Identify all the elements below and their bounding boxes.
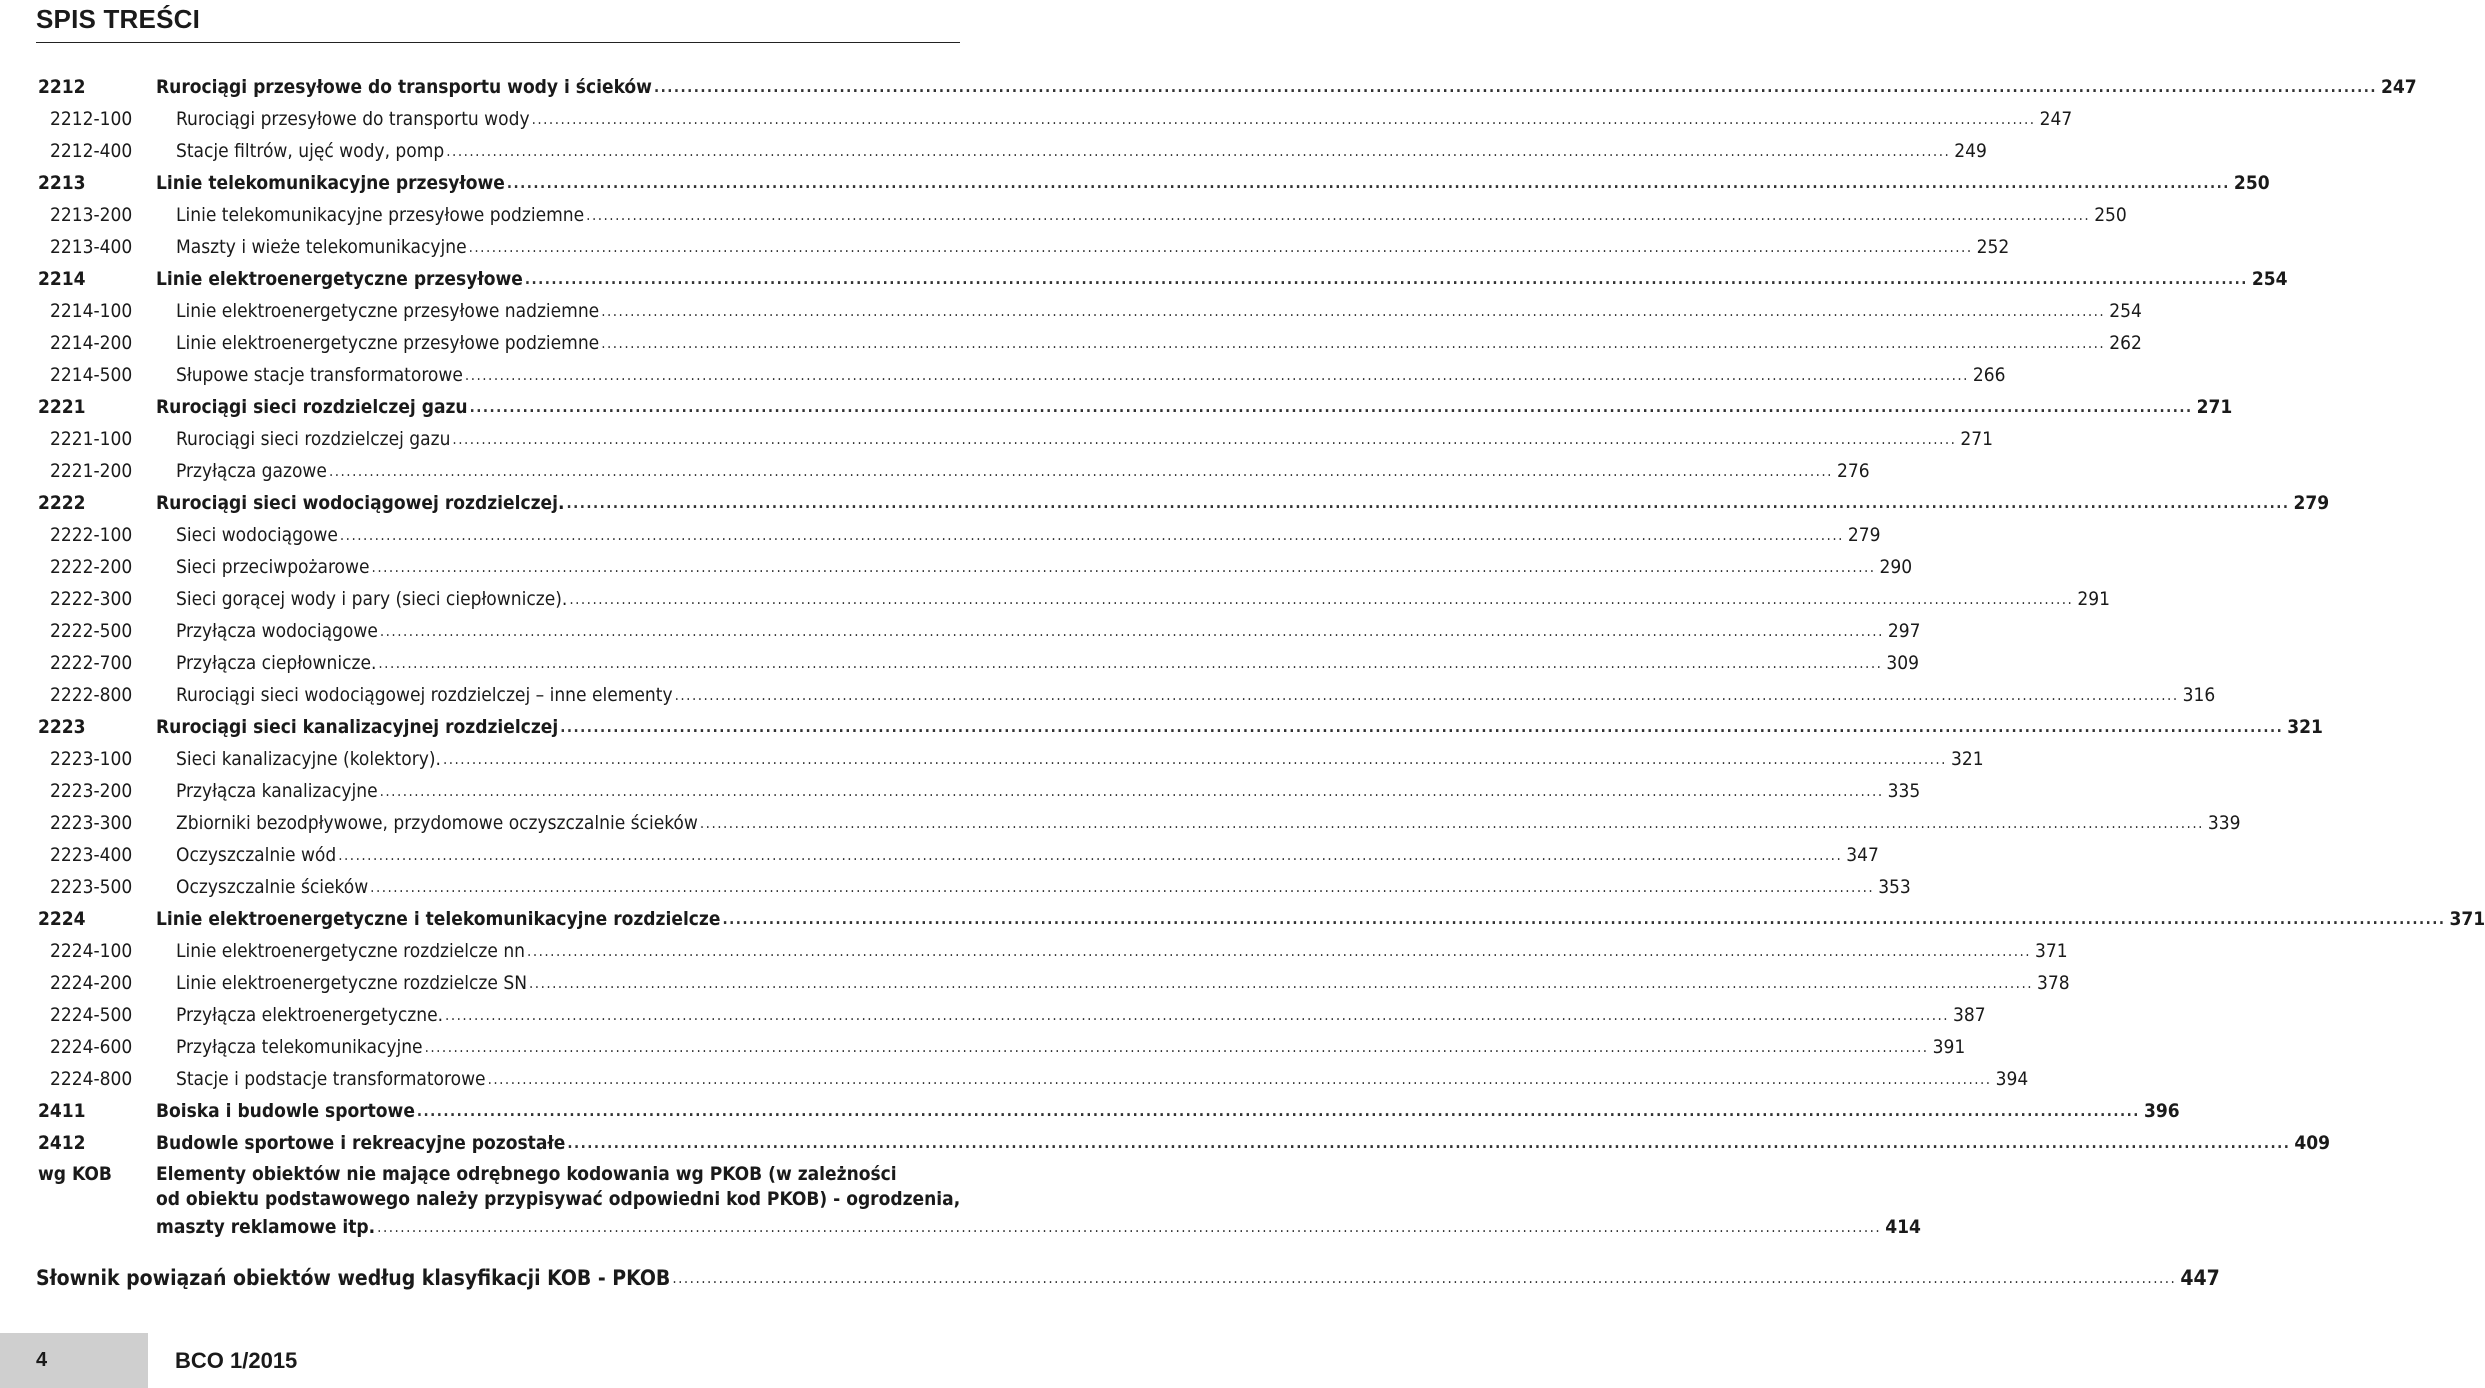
dot-leader: ....................................................................................................................................................................................................................................................................	[452, 430, 1957, 448]
toc-page-number: 250	[2094, 204, 2127, 226]
toc-title: Słupowe stacje transformatorowe	[176, 364, 463, 386]
toc-title: Linie elektroenergetyczne przesyłowe nadziemne	[176, 300, 600, 322]
toc-subsection-row[interactable]	[0, 135, 1987, 167]
table-of-contents	[0, 71, 2485, 1241]
toc-subsection-row[interactable]	[0, 1063, 2029, 1095]
toc-subsection-row[interactable]	[0, 999, 1986, 1031]
toc-title: Linie elektroenergetyczne rozdzielcze nn	[176, 940, 526, 962]
toc-subsection-row[interactable]	[0, 1031, 1966, 1063]
dot-leader: ....................................................................................................................................................................................................................................................................	[531, 110, 2036, 128]
toc-subsection-row[interactable]	[0, 199, 2127, 231]
toc-entry-line	[156, 71, 2417, 103]
toc-code: 2224-600	[50, 1036, 133, 1058]
toc-title: Przyłącza telekomunikacyjne	[176, 1036, 423, 1058]
dot-leader: ....................................................................................................................................................................................................................................................................	[469, 398, 2193, 416]
toc-subsection-row[interactable]	[0, 935, 2068, 967]
dot-leader: ....................................................................................................................................................................................................................................................................	[566, 494, 2290, 512]
toc-title: Linie elektroenergetyczne rozdzielcze SN	[176, 972, 527, 994]
toc-code: 2212-400	[50, 140, 133, 162]
toc-entry-line	[176, 103, 2073, 135]
toc-title: Linie elektroenergetyczne przesyłowe	[156, 268, 523, 290]
toc-page-number: 271	[1960, 428, 1994, 450]
toc-section-row[interactable]	[0, 71, 2417, 103]
toc-page-number: 396	[2143, 1100, 2180, 1122]
toc-page-number: 335	[1887, 780, 1921, 802]
toc-kob-row[interactable]	[0, 1159, 1921, 1241]
toc-code: 2224	[38, 908, 86, 930]
toc-page-number: 378	[2037, 972, 2070, 994]
toc-title: Budowle sportowe i rekreacyjne pozostałe	[156, 1132, 566, 1154]
toc-code: 2214	[38, 268, 86, 290]
dot-leader: ....................................................................................................................................................................................................................................................................	[601, 302, 2106, 320]
toc-code: 2224-100	[50, 940, 133, 962]
toc-entry-line	[156, 1212, 1921, 1242]
toc-entry-line	[176, 135, 1987, 167]
toc-title: Rurociągi przesyłowe do transportu wody i ścieków	[156, 76, 652, 98]
toc-entry-line	[156, 1127, 2331, 1159]
dot-leader: ....................................................................................................................................................................................................................................................................	[674, 686, 2179, 704]
toc-title-line: od obiektu podstawowego należy przypisywać odpowiedni kod PKOB) - ogrodzenia,	[156, 1188, 961, 1210]
toc-subsection-row[interactable]	[0, 807, 2241, 839]
toc-subsection-row[interactable]	[0, 423, 1994, 455]
toc-entry-line	[176, 615, 1921, 647]
toc-code: 2222	[38, 492, 86, 514]
toc-code: 2223-500	[50, 876, 133, 898]
dot-leader: ....................................................................................................................................................................................................................................................................	[567, 1134, 2291, 1152]
dot-leader: ....................................................................................................................................................................................................................................................................	[527, 942, 2032, 960]
toc-entry-line	[176, 519, 1881, 551]
toc-title: Linie telekomunikacyjne przesyłowe	[156, 172, 505, 194]
toc-code: wg KOB	[38, 1163, 112, 1185]
toc-code: 2222-100	[50, 524, 133, 546]
dot-leader: ....................................................................................................................................................................................................................................................................	[487, 1070, 1992, 1088]
toc-title: Przyłącza elektroenergetyczne.	[176, 1004, 444, 1026]
dot-leader: ....................................................................................................................................................................................................................................................................	[468, 238, 1973, 256]
dot-leader: ....................................................................................................................................................................................................................................................................	[377, 1218, 1882, 1236]
toc-section-row[interactable]	[0, 487, 2330, 519]
toc-title: Boiska i budowle sportowe	[156, 1100, 415, 1122]
toc-page-number: 409	[2294, 1132, 2331, 1154]
toc-page-number: 339	[2207, 812, 2241, 834]
toc-page-number: 371	[2449, 908, 2485, 930]
toc-page-number: 353	[1878, 876, 1911, 898]
toc-page-number: 252	[1976, 236, 2010, 258]
toc-page-number: 309	[1886, 652, 1920, 674]
toc-title: Rurociągi sieci wodociągowej rozdzielczej.	[156, 492, 565, 514]
toc-page-number: 316	[2182, 684, 2216, 706]
toc-code: 2213-400	[50, 236, 133, 258]
toc-title: Sieci kanalizacyjne (kolektory).	[176, 748, 441, 770]
dot-leader: ....................................................................................................................................................................................................................................................................	[442, 750, 1947, 768]
publication-label: BCO 1/2015	[175, 1348, 298, 1373]
toc-code: 2214-500	[50, 364, 133, 386]
toc-title: Oczyszczalnie wód	[176, 844, 337, 866]
toc-entry-line	[176, 359, 2006, 391]
toc-title: Przyłącza kanalizacyjne	[176, 780, 378, 802]
toc-title: Stacje i podstacje transformatorowe	[176, 1068, 486, 1090]
toc-code: 2222-500	[50, 620, 133, 642]
toc-page-number: 247	[2039, 108, 2073, 130]
toc-title: Rurociągi sieci kanalizacyjnej rozdzielczej	[156, 716, 559, 738]
dot-leader: ....................................................................................................................................................................................................................................................................	[371, 558, 1876, 576]
toc-code: 2222-300	[50, 588, 133, 610]
toc-title: Linie telekomunikacyjne przesyłowe podziemne	[176, 204, 585, 226]
toc-page-number: 297	[1887, 620, 1921, 642]
toc-entry-line	[156, 391, 2233, 423]
dot-leader: ....................................................................................................................................................................................................................................................................	[379, 782, 1884, 800]
toc-entry-line	[176, 1063, 2029, 1095]
toc-code: 2221-200	[50, 460, 133, 482]
toc-code: 2411	[38, 1100, 86, 1122]
toc-entry-line	[176, 743, 1984, 775]
toc-code: 2213	[38, 172, 86, 194]
toc-entry-line	[156, 711, 2323, 743]
toc-entry-line	[156, 263, 2288, 295]
summary-title: Słownik powiązań obiektów według klasyfikacji KOB - PKOB	[36, 1266, 671, 1290]
toc-entry-line	[176, 1031, 1966, 1063]
toc-subsection-row[interactable]	[0, 455, 1870, 487]
toc-code: 2223-300	[50, 812, 133, 834]
toc-subsection-row[interactable]	[0, 775, 1921, 807]
toc-entry-line	[176, 967, 2070, 999]
toc-page-number: 291	[2077, 588, 2110, 610]
toc-page-number: 247	[2380, 76, 2417, 98]
toc-entry-line	[176, 775, 1921, 807]
page-number-box	[0, 1333, 148, 1388]
toc-code: 2212-100	[50, 108, 133, 130]
toc-subsection-row[interactable]	[0, 615, 1921, 647]
dot-leader: ....................................................................................................................................................................................................................................................................	[506, 174, 2230, 192]
dot-leader: ....................................................................................................................................................................................................................................................................	[569, 590, 2074, 608]
toc-page-number: 414	[1885, 1216, 1921, 1238]
summary-entry[interactable]	[36, 1261, 2220, 1295]
dot-leader: ....................................................................................................................................................................................................................................................................	[446, 142, 1951, 160]
dot-leader: ....................................................................................................................................................................................................................................................................	[586, 206, 2091, 224]
toc-subsection-row[interactable]	[0, 839, 1879, 871]
toc-page-number: 249	[1954, 140, 1987, 162]
toc-title: Rurociągi sieci wodociągowej rozdzielczej – inne elementy	[176, 684, 673, 706]
toc-page-number: 271	[2196, 396, 2233, 418]
toc-code: 2222-700	[50, 652, 133, 674]
toc-subsection-row[interactable]	[0, 679, 2216, 711]
toc-page-number: 321	[1950, 748, 1984, 770]
toc-page-number: 321	[2287, 716, 2323, 738]
dot-leader: ....................................................................................................................................................................................................................................................................	[672, 1269, 2177, 1287]
toc-page-number: 279	[1847, 524, 1881, 546]
toc-code: 2221-100	[50, 428, 133, 450]
toc-code: 2224-800	[50, 1068, 133, 1090]
toc-entry-line	[176, 583, 2110, 615]
toc-page-number: 387	[1953, 1004, 1986, 1026]
toc-subsection-row[interactable]	[0, 647, 1920, 679]
dot-leader: ....................................................................................................................................................................................................................................................................	[424, 1038, 1929, 1056]
toc-title: Rurociągi przesyłowe do transportu wody	[176, 108, 530, 130]
dot-leader: ....................................................................................................................................................................................................................................................................	[338, 846, 1843, 864]
toc-code: 2222-800	[50, 684, 133, 706]
toc-page-number: 276	[1836, 460, 1870, 482]
toc-subsection-row[interactable]	[0, 583, 2110, 615]
toc-title: Przyłącza ciepłownicze.	[176, 652, 377, 674]
dot-leader: ....................................................................................................................................................................................................................................................................	[328, 462, 1833, 480]
dot-leader: ....................................................................................................................................................................................................................................................................	[722, 910, 2446, 928]
toc-entry-line	[176, 199, 2127, 231]
toc-entry-line	[176, 327, 2142, 359]
toc-entry-line	[176, 807, 2241, 839]
toc-entry-line	[156, 167, 2270, 199]
dot-leader: ....................................................................................................................................................................................................................................................................	[464, 366, 1969, 384]
dot-leader: ....................................................................................................................................................................................................................................................................	[601, 334, 2106, 352]
toc-code: 2412	[38, 1132, 86, 1154]
toc-code: 2214-100	[50, 300, 133, 322]
toc-title: Sieci wodociągowe	[176, 524, 338, 546]
dot-leader: ....................................................................................................................................................................................................................................................................	[339, 526, 1844, 544]
toc-section-row[interactable]	[0, 167, 2270, 199]
toc-code: 2212	[38, 76, 86, 98]
dot-leader: ....................................................................................................................................................................................................................................................................	[416, 1102, 2140, 1120]
toc-section-row[interactable]	[0, 391, 2233, 423]
toc-page-number: 391	[1932, 1036, 1966, 1058]
title-divider	[36, 42, 960, 43]
toc-code: 2221	[38, 396, 86, 418]
toc-section-row[interactable]	[0, 711, 2323, 743]
toc-kob-lines	[156, 1162, 1921, 1242]
toc-title: Linie elektroenergetyczne i telekomunikacyjne rozdzielcze	[156, 908, 721, 930]
toc-title: Rurociągi sieci rozdzielczej gazu	[176, 428, 451, 450]
toc-code: 2213-200	[50, 204, 133, 226]
toc-entry-line	[156, 1095, 2180, 1127]
toc-title: Zbiorniki bezodpływowe, przydomowe oczyszczalnie ścieków	[176, 812, 698, 834]
toc-title: Oczyszczalnie ścieków	[176, 876, 369, 898]
toc-entry-line	[176, 839, 1879, 871]
toc-code: 2224-200	[50, 972, 133, 994]
toc-subsection-row[interactable]	[0, 295, 2142, 327]
toc-title: Sieci gorącej wody i pary (sieci ciepłownicze).	[176, 588, 568, 610]
toc-code: 2222-200	[50, 556, 133, 578]
dot-leader: ....................................................................................................................................................................................................................................................................	[370, 878, 1875, 896]
toc-entry-line	[176, 999, 1986, 1031]
toc-code: 2223-200	[50, 780, 133, 802]
toc-section-row[interactable]	[0, 1127, 2331, 1159]
toc-code: 2223-400	[50, 844, 133, 866]
toc-entry-line	[156, 903, 2485, 935]
toc-subsection-row[interactable]	[0, 551, 1913, 583]
toc-entry-line	[176, 871, 1911, 903]
page-title: SPIS TREŚCI	[36, 4, 201, 34]
dot-leader: ....................................................................................................................................................................................................................................................................	[379, 622, 1884, 640]
toc-entry-line	[176, 231, 2010, 263]
dot-leader: ....................................................................................................................................................................................................................................................................	[524, 270, 2248, 288]
toc-subsection-row[interactable]	[0, 519, 1881, 551]
toc-section-row[interactable]	[0, 1095, 2180, 1127]
toc-subsection-row[interactable]	[0, 967, 2070, 999]
toc-title: Przyłącza gazowe	[176, 460, 327, 482]
toc-code: 2223-100	[50, 748, 133, 770]
toc-page-number: 347	[1846, 844, 1879, 866]
dot-leader: ....................................................................................................................................................................................................................................................................	[653, 78, 2377, 96]
toc-page-number: 394	[1995, 1068, 2029, 1090]
page-number: 4	[36, 1349, 48, 1371]
dot-leader: ....................................................................................................................................................................................................................................................................	[529, 974, 2034, 992]
dot-leader: ....................................................................................................................................................................................................................................................................	[560, 718, 2284, 736]
toc-entry-line	[156, 487, 2330, 519]
toc-title: Stacje filtrów, ujęć wody, pomp	[176, 140, 445, 162]
toc-title: Sieci przeciwpożarowe	[176, 556, 370, 578]
toc-section-row[interactable]	[0, 903, 2485, 935]
toc-title: Linie elektroenergetyczne przesyłowe podziemne	[176, 332, 600, 354]
toc-page-number: 254	[2109, 300, 2142, 322]
toc-code: 2214-200	[50, 332, 133, 354]
toc-subsection-row[interactable]	[0, 231, 2010, 263]
dot-leader: ....................................................................................................................................................................................................................................................................	[378, 654, 1883, 672]
toc-title-line: Elementy obiektów nie mające odrębnego kodowania wg PKOB (w zależności	[156, 1163, 897, 1185]
toc-subsection-row[interactable]	[0, 359, 2006, 391]
toc-page-number: 279	[2293, 492, 2330, 514]
summary-page: 447	[2180, 1266, 2220, 1290]
toc-entry-line	[176, 423, 1994, 455]
toc-section-row[interactable]	[0, 263, 2288, 295]
toc-page-number: 250	[2233, 172, 2270, 194]
toc-subsection-row[interactable]	[0, 871, 1911, 903]
toc-entry-line	[176, 935, 2068, 967]
toc-title: Rurociągi sieci rozdzielczej gazu	[156, 396, 468, 418]
toc-page-number: 266	[1972, 364, 2006, 386]
toc-subsection-row[interactable]	[0, 327, 2142, 359]
toc-entry-line	[176, 455, 1870, 487]
toc-title: Maszty i wieże telekomunikacyjne	[176, 236, 467, 258]
toc-page-number: 290	[1879, 556, 1913, 578]
toc-page-number: 371	[2035, 940, 2068, 962]
dot-leader: ....................................................................................................................................................................................................................................................................	[445, 1006, 1950, 1024]
toc-page-number: 254	[2251, 268, 2288, 290]
toc-subsection-row[interactable]	[0, 743, 1984, 775]
dot-leader: ....................................................................................................................................................................................................................................................................	[699, 814, 2204, 832]
toc-code: 2224-500	[50, 1004, 133, 1026]
toc-page-number: 262	[2109, 332, 2142, 354]
toc-subsection-row[interactable]	[0, 103, 2073, 135]
toc-entry-line	[176, 551, 1913, 583]
toc-code: 2223	[38, 716, 86, 738]
toc-title: Przyłącza wodociągowe	[176, 620, 378, 642]
toc-title: maszty reklamowe itp.	[156, 1216, 376, 1238]
toc-entry-line	[176, 295, 2142, 327]
toc-entry-line	[176, 647, 1920, 679]
toc-entry-line	[176, 679, 2216, 711]
